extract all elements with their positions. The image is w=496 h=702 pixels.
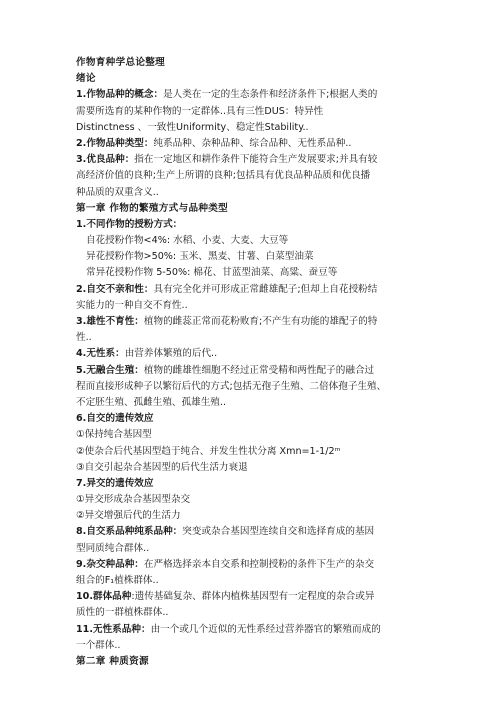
paragraph-line: 一个群体..	[76, 639, 121, 651]
paragraph-line: 实能力的一种自交不育性..	[76, 299, 188, 311]
section-intro-heading: 绪论	[76, 73, 96, 85]
pollination-heading: 1.不同作物的授粉方式：	[76, 218, 183, 230]
paragraph-crop-variety	[76, 87, 476, 103]
term-text: 是人类在一定的生态条件和经济条件下;根据人类的	[163, 89, 378, 101]
term-label: 2.作物品种类型：	[76, 137, 154, 149]
term-text: 植物的雌蕊正常而花粉败育;不产生有功能的雄配子的特	[143, 316, 378, 327]
list-item: ②异交增强后代的生活力	[76, 510, 181, 522]
selfing-effects-heading: 6.自交的遗传效应	[76, 413, 154, 425]
chapter-2-heading: 第二章 种质资源	[76, 655, 149, 667]
paragraph-apomixis	[76, 363, 476, 379]
term-label: 9.杂交种品种：	[76, 558, 144, 570]
paragraph-line: 种品质的双重含义..	[76, 186, 159, 198]
term-label: 2.自交不亲和性：	[76, 283, 154, 295]
list-item: ①保持纯合基因型	[76, 429, 152, 441]
list-item: 自花授粉作物<4%: 水稻、小麦、大麦、大豆等	[86, 235, 289, 247]
paragraph-clone	[76, 346, 476, 362]
term-label: 11.无性系品种：	[76, 623, 151, 635]
paragraph-line: 不定胚生殖、孤雌生殖、孤雄生殖..	[76, 396, 227, 408]
paragraph-male-sterility	[76, 314, 476, 330]
term-label: 4.无性系：	[76, 348, 125, 360]
paragraph-line: 质性的一群植株群体..	[76, 607, 169, 619]
paragraph-variety-types	[76, 136, 476, 152]
paragraph-line: 性..	[76, 332, 92, 344]
term-text: 具有完全化并可形成正常雌雄配子;但却上自花授粉结	[153, 283, 378, 295]
paragraph-inbred-line-variety	[76, 524, 476, 540]
term-label: 10.群体品种	[76, 591, 132, 603]
chapter-1-heading: 第一章 作物的繁殖方式与品种类型	[76, 202, 229, 214]
term-text: 由一个或几个近似的无性系经过营养器官的繁殖而成的	[150, 623, 381, 635]
paragraph-self-incompatibility	[76, 282, 476, 298]
term-label: 8.自交系品种纯系品种：	[76, 526, 183, 538]
list-item: 常异花授粉作物 5-50%: 棉花、甘蓝型油菜、高粱、蚕豆等	[86, 267, 338, 279]
outcrossing-effects-heading: 7.异交的遗传效应	[76, 477, 154, 489]
paragraph-hybrid-variety	[76, 557, 476, 573]
term-text: 植物的雌雄性细胞不经过正常受精和两性配子的融合过	[143, 364, 375, 376]
paragraph-line: 组合的F₁植株群体..	[76, 575, 159, 586]
document-title: 作物育种学总论整理	[76, 57, 166, 68]
paragraph-line: 程而直接形成种子以繁衍后代的方式;包括无孢子生殖、二倍体孢子生殖、	[76, 380, 387, 392]
term-text: 指在一定地区和耕作条件下能符合生产发展要求;并具有较	[134, 154, 378, 166]
term-text: 由营养体繁殖的后代..	[124, 348, 218, 360]
paragraph-line: Distinctness 、一致性Uniformity、稳定性Stability..	[76, 121, 309, 133]
paragraph-line: 高经济价值的良种;生产上所谓的良种;包括具有优良品种品质和优良播	[76, 170, 371, 182]
list-item: ②使杂合后代基因型趋于纯合、并发生性状分离 Xmn=1-1/2ᵐ	[76, 445, 341, 457]
paragraph-line: 型同质纯合群体..	[76, 542, 150, 554]
term-label: 1.作物品种的概念：	[76, 89, 164, 101]
term-text: :遗传基础复杂、群体内植株基因型有一定程度的杂合或异	[131, 591, 375, 603]
paragraph-population-variety	[76, 589, 476, 605]
term-text: 纯系品种、杂种品种、综合品种、无性系品种..	[153, 137, 352, 149]
term-label: 5.无融合生殖：	[76, 364, 144, 376]
document-body	[76, 55, 476, 670]
term-text: 在严格选择亲本自交系和控制授粉的条件下生产的杂交	[143, 558, 375, 570]
list-item: ①异交形成杂合基因型杂交	[76, 494, 191, 506]
term-label: 3.优良品种：	[76, 154, 135, 166]
term-label: 3.雄性不育性：	[76, 316, 144, 327]
term-text: 突变或杂合基因型连续自交和选择育成的基因	[182, 526, 375, 538]
list-item: ③自交引起杂合基因型的后代生活力衰退	[76, 461, 248, 473]
paragraph-clonal-variety	[76, 622, 476, 638]
list-item: 异花授粉作物>50%: 玉米、黑麦、甘薯、白菜型油菜	[86, 251, 314, 263]
paragraph-fine-variety	[76, 152, 476, 168]
paragraph-line: 需要所选育的某种作物的一定群体..具有三性DUS：特异性	[76, 105, 324, 117]
